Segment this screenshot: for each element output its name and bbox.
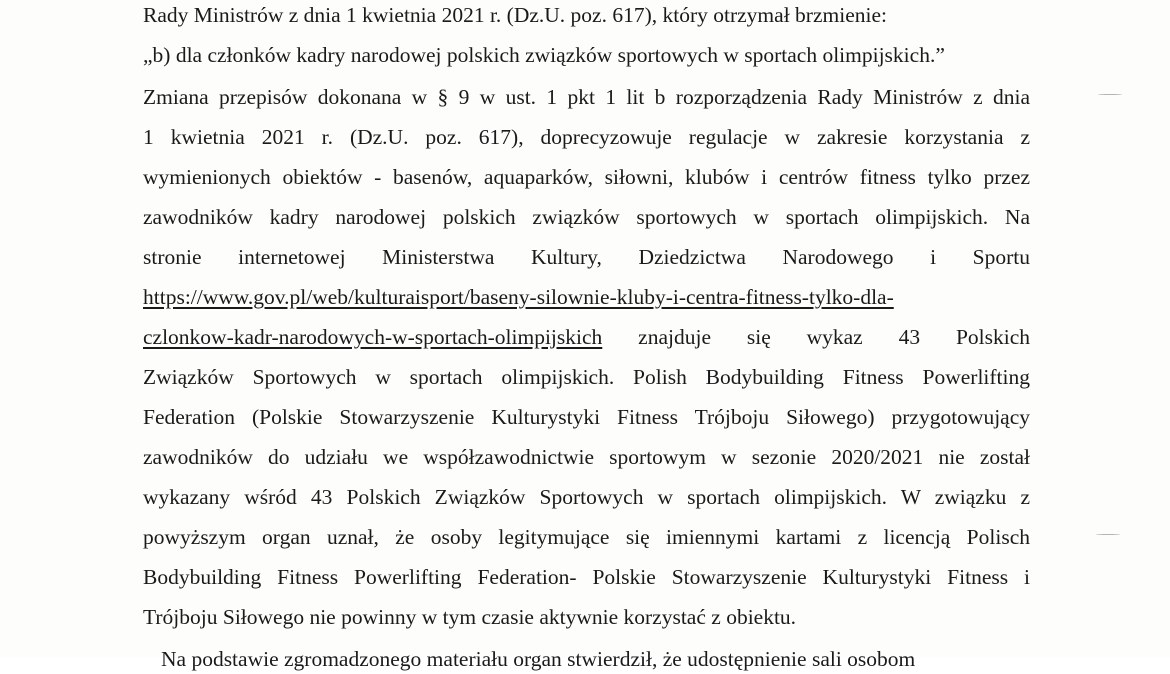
url-line-1	[143, 282, 894, 312]
text-line-7: stronie internetowej Ministerstwa Kultury, Dziedzictwa Narodowego i Sportu	[143, 245, 1030, 269]
text-line-3: Zmiana przepisów dokonana w § 9 w ust. 1 pkt 1 lit b rozporządzenia Rady Ministrów z dnia	[143, 85, 1030, 109]
text-line-14: powyższym organ uznał, że osoby legitymujące się imiennymi kartami z licencją Polisch	[143, 525, 1030, 549]
text-line-2-quote: „b) dla członków kadry narodowej polskich związków sportowych w sportach olimpijskich.”	[143, 43, 945, 67]
text-line-1: Rady Ministrów z dnia 1 kwietnia 2021 r. (Dz.U. poz. 617), który otrzymał brzmienie:	[143, 3, 887, 27]
text-line-6: zawodników kadry narodowej polskich związków sportowych w sportach olimpijskich. Na	[143, 205, 1030, 229]
url-line-2	[143, 322, 1030, 352]
scan-mark	[1096, 534, 1120, 535]
text-line-12: zawodników do udziału we współzawodnictwie sportowym w sezonie 2020/2021 nie został	[143, 445, 1030, 469]
text-line-17-partial: Na podstawie zgromadzonego materiału organ stwierdził, że udostępnienie sali osobom	[161, 647, 916, 671]
text-line-13: wykazany wśród 43 Polskich Związków Sportowych w sportach olimpijskich. W związku z	[143, 485, 1030, 509]
text-line-4: 1 kwietnia 2021 r. (Dz.U. poz. 617), doprecyzowuje regulacje w zakresie korzystania z	[143, 125, 1030, 149]
text-line-10: Związków Sportowych w sportach olimpijskich. Polish Bodybuilding Fitness Powerlifting	[143, 365, 1030, 389]
text-line-15: Bodybuilding Fitness Powerlifting Federation- Polskie Stowarzyszenie Kulturystyki Fitness i	[143, 565, 1030, 589]
ministry-url-link-part-2[interactable]: czlonkow-kadr-narodowych-w-sportach-olimpijskich	[143, 325, 603, 349]
text-line-5: wymienionych obiektów - basenów, aquaparków, siłowni, klubów i centrów fitness tylko przez	[143, 165, 1030, 189]
text-line-11: Federation (Polskie Stowarzyszenie Kulturystyki Fitness Trójboju Siłowego) przygotowujący	[143, 405, 1030, 429]
ministry-url-link-part-1[interactable]: https://www.gov.pl/web/kulturaisport/baseny-silownie-kluby-i-centra-fitness-tylko-dla-	[143, 285, 894, 309]
text-line-16: Trójboju Siłowego nie powinny w tym czasie aktywnie korzystać z obiektu.	[143, 605, 797, 629]
scan-mark	[1098, 94, 1122, 95]
url-line-2-tail: znajduje się wykaz 43 Polskich	[638, 325, 1031, 349]
